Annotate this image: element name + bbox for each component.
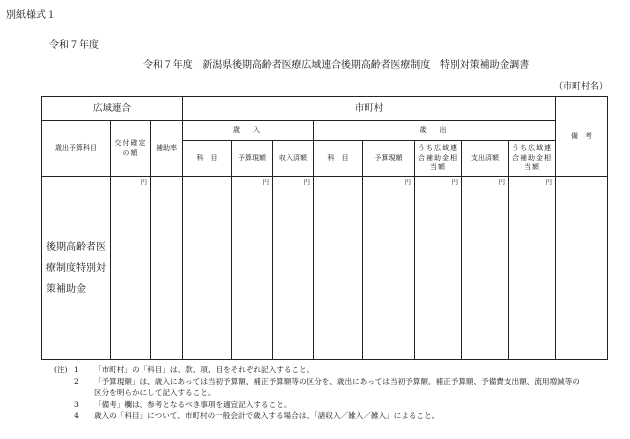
cell-exp-item — [314, 177, 363, 360]
header-grant-decided: 交付確定の額 — [111, 121, 151, 177]
header-revenue-item: 科 目 — [183, 141, 232, 177]
header-expenditure: 歳 出 — [314, 121, 556, 141]
municipality-name-label: （市町村名） — [553, 82, 608, 92]
header-revenue-collected: 収入済額 — [273, 141, 314, 177]
cell-revenue-item — [183, 177, 232, 360]
note-number: 4 — [74, 411, 79, 421]
fiscal-year: 令和７年度 — [49, 40, 99, 51]
note-text: 「予算現額」は、歳入にあっては当初予算額、補正予算額等の区分を、歳出にあっては当初予算額、補正予算額、予備費支出額、流用増減等の — [94, 376, 580, 386]
notes — [54, 364, 580, 422]
header-budget-item: 歳出予算科目 — [42, 121, 111, 177]
cell-exp-koiki-share: 円 — [415, 177, 462, 360]
header-revenue-budget: 予算現額 — [232, 141, 273, 177]
cell-subsidy-rate — [151, 177, 183, 360]
header-exp-budget: 予算現額 — [363, 141, 415, 177]
header-exp-item: 科 目 — [314, 141, 363, 177]
note-head: (注) — [54, 365, 68, 374]
header-municipality-group: 市町村 — [183, 97, 556, 121]
cell-grant-decided: 円 — [111, 177, 151, 360]
note-number: 3 — [74, 399, 79, 409]
header-exp-koiki-share-2: うち広域連合補助金相当額 — [509, 141, 556, 177]
cell-revenue-collected: 円 — [273, 177, 314, 360]
header-remarks: 備 考 — [556, 97, 608, 177]
header-exp-koiki-share: うち広域連合補助金相当額 — [415, 141, 462, 177]
header-exp-paid: 支出済額 — [462, 141, 509, 177]
note-text: 歳入の「科目」について、市町村の一般会計で歳入する場合は、「諸収入／雑入／雑入」によること。 — [94, 411, 440, 421]
row-item-name: 後期高齢者医療制度特別対策補助金 — [42, 177, 111, 360]
cell-remarks — [556, 177, 608, 360]
note-item — [54, 364, 580, 376]
note-item — [54, 376, 580, 388]
header-subsidy-rate: 補助率 — [151, 121, 183, 177]
subsidy-table — [41, 96, 608, 360]
cell-exp-budget: 円 — [363, 177, 415, 360]
note-text: 「市町村」の「科目」は、款、項、目をそれぞれ記入すること。 — [94, 365, 315, 374]
header-koiki-group: 広域連合 — [42, 97, 183, 121]
form-label: 別紙様式１ — [6, 10, 56, 21]
cell-exp-koiki-share-2: 円 — [509, 177, 556, 360]
document-title: 令和７年度 新潟県後期高齢者医療広域連合後期高齢者医療制度 特別対策補助金調書 — [143, 60, 530, 71]
cell-exp-paid: 円 — [462, 177, 509, 360]
note-continuation: 区分を明らかにして記入すること。 — [94, 388, 216, 398]
note-item — [54, 399, 580, 411]
note-number: 1 — [74, 365, 79, 374]
header-revenue: 歳 入 — [183, 121, 314, 141]
note-item — [54, 410, 580, 422]
note-text: 「備考」欄は、参考となるべき事項を適宜記入すること。 — [94, 399, 292, 409]
cell-revenue-budget: 円 — [232, 177, 273, 360]
note-number: 2 — [74, 376, 79, 386]
